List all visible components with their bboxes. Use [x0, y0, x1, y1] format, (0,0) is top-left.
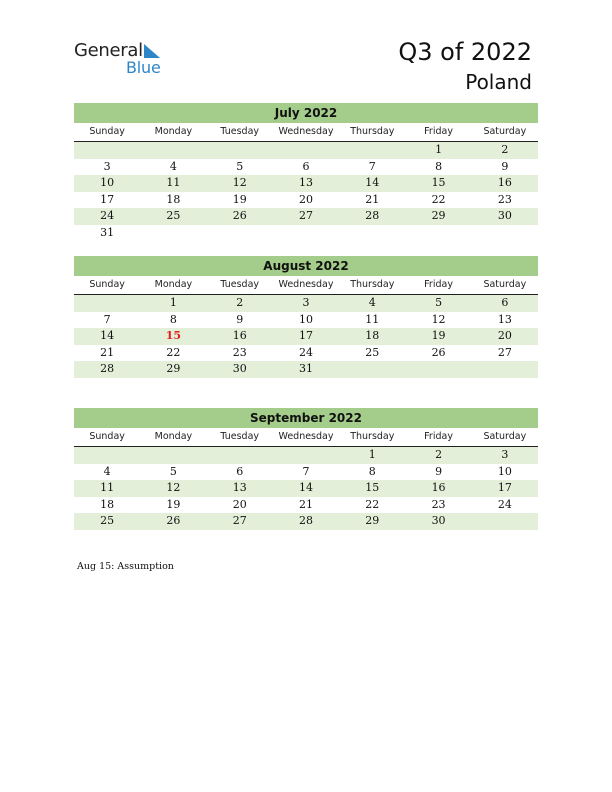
weekday-label: Monday	[154, 279, 193, 290]
weekday-header-row	[74, 428, 538, 447]
day-cell: 15	[431, 176, 446, 189]
day-cell: 28	[365, 209, 380, 222]
weekday-label: Thursday	[350, 126, 395, 137]
holiday-note: Aug 15: Assumption	[77, 561, 174, 572]
weekday-header-row	[74, 276, 538, 295]
weekday-label: Friday	[424, 279, 453, 290]
empty-day-cell	[140, 225, 206, 242]
empty-day-cell	[207, 225, 273, 242]
day-cell: 15	[365, 481, 380, 494]
empty-day-cell	[273, 225, 339, 242]
day-cell: 25	[365, 345, 380, 359]
month-calendar-july	[74, 103, 538, 241]
day-cell: 7	[368, 159, 376, 173]
day-cell: 23	[431, 497, 446, 511]
weekday-label: Sunday	[89, 279, 125, 290]
weekday-label: Thursday	[350, 431, 395, 442]
day-cell: 2	[435, 448, 443, 461]
week-row	[74, 225, 538, 242]
day-cell: 26	[166, 514, 181, 527]
weekday-label: Saturday	[483, 431, 527, 442]
weekday-header-row	[74, 123, 538, 142]
month-calendar-august	[74, 256, 538, 378]
day-cell: 24	[100, 209, 115, 222]
day-cell: 19	[431, 329, 446, 342]
day-cell: 12	[166, 481, 181, 494]
day-cell: 1	[169, 296, 177, 309]
day-cell: 6	[302, 159, 310, 173]
week-row	[74, 513, 538, 530]
empty-day-cell	[140, 142, 206, 159]
month-title: September 2022	[74, 408, 538, 428]
day-cell: 9	[501, 159, 509, 173]
week-row	[74, 345, 538, 362]
day-cell: 1	[368, 448, 376, 461]
weekday-label: Tuesday	[220, 126, 260, 137]
day-cell: 21	[365, 192, 380, 206]
weekday-label: Thursday	[350, 279, 395, 290]
day-cell: 6	[501, 296, 509, 309]
day-cell: 25	[100, 514, 115, 527]
weekday-label: Tuesday	[220, 431, 260, 442]
day-cell: 31	[100, 225, 115, 239]
day-cell: 7	[103, 312, 111, 326]
week-row	[74, 361, 538, 378]
day-cell: 10	[298, 312, 313, 326]
empty-day-cell	[74, 142, 140, 159]
day-cell: 16	[497, 176, 512, 189]
day-cell: 26	[431, 345, 446, 359]
day-cell: 5	[236, 159, 244, 173]
day-cell: 11	[166, 176, 181, 189]
week-row	[74, 175, 538, 192]
day-cell: 17	[100, 192, 115, 206]
day-cell: 11	[100, 481, 115, 494]
weekday-label: Sunday	[89, 431, 125, 442]
day-cell: 20	[232, 497, 247, 511]
week-row	[74, 192, 538, 209]
month-title: July 2022	[74, 103, 538, 123]
empty-day-cell	[405, 225, 471, 242]
week-row	[74, 447, 538, 464]
week-row	[74, 142, 538, 159]
week-row	[74, 295, 538, 312]
day-cell: 14	[365, 176, 380, 189]
weekday-label: Sunday	[89, 126, 125, 137]
logo-text-general: General	[74, 40, 143, 61]
day-cell: 15	[165, 329, 182, 342]
day-cell: 21	[100, 345, 115, 359]
day-cell: 24	[497, 497, 512, 511]
empty-day-cell	[207, 447, 273, 464]
weekday-label: Wednesday	[278, 431, 334, 442]
logo	[74, 40, 174, 80]
month-title: August 2022	[74, 256, 538, 276]
day-cell: 16	[232, 329, 247, 342]
day-cell: 29	[166, 362, 181, 375]
day-cell: 18	[365, 329, 380, 342]
empty-day-cell	[472, 225, 538, 242]
weekday-label: Saturday	[483, 279, 527, 290]
day-cell: 3	[501, 448, 509, 461]
weekday-label: Friday	[424, 431, 453, 442]
day-cell: 22	[166, 345, 181, 359]
day-cell: 11	[365, 312, 380, 326]
empty-day-cell	[339, 142, 405, 159]
empty-day-cell	[140, 447, 206, 464]
week-row	[74, 208, 538, 225]
empty-day-cell	[74, 295, 140, 312]
day-cell: 26	[232, 209, 247, 222]
day-cell: 12	[431, 312, 446, 326]
day-cell: 13	[497, 312, 512, 326]
day-cell: 17	[298, 329, 313, 342]
day-cell: 5	[435, 296, 443, 309]
day-cell: 6	[236, 464, 244, 478]
month-calendar-september	[74, 408, 538, 530]
day-cell: 30	[497, 209, 512, 222]
day-cell: 3	[103, 159, 111, 173]
day-cell: 21	[298, 497, 313, 511]
empty-day-cell	[339, 361, 405, 378]
country-name: Poland	[465, 70, 532, 94]
day-cell: 18	[166, 192, 181, 206]
day-cell: 8	[169, 312, 177, 326]
weekday-label: Friday	[424, 126, 453, 137]
day-cell: 4	[368, 296, 376, 309]
day-cell: 8	[435, 159, 443, 173]
day-cell: 23	[497, 192, 512, 206]
day-cell: 4	[169, 159, 177, 173]
day-cell: 29	[431, 209, 446, 222]
day-cell: 16	[431, 481, 446, 494]
day-cell: 27	[232, 514, 247, 527]
day-cell: 27	[497, 345, 512, 359]
weekday-label: Tuesday	[220, 279, 260, 290]
day-cell: 20	[298, 192, 313, 206]
day-cell: 19	[232, 192, 247, 206]
page-title: Q3 of 2022	[398, 38, 532, 66]
day-cell: 22	[365, 497, 380, 511]
day-cell: 17	[497, 481, 512, 494]
day-cell: 2	[501, 143, 509, 156]
empty-day-cell	[207, 142, 273, 159]
week-row	[74, 159, 538, 176]
day-cell: 24	[298, 345, 313, 359]
day-cell: 14	[298, 481, 313, 494]
empty-day-cell	[339, 225, 405, 242]
day-cell: 22	[431, 192, 446, 206]
logo-text-blue: Blue	[126, 58, 161, 77]
day-cell: 3	[302, 296, 310, 309]
weeks-container	[74, 295, 538, 378]
day-cell: 13	[232, 481, 247, 494]
weekday-label: Wednesday	[278, 126, 334, 137]
empty-day-cell	[273, 142, 339, 159]
day-cell: 28	[100, 362, 115, 375]
day-cell: 10	[100, 176, 115, 189]
empty-day-cell	[273, 447, 339, 464]
day-cell: 13	[298, 176, 313, 189]
day-cell: 27	[298, 209, 313, 222]
day-cell: 29	[365, 514, 380, 527]
empty-day-cell	[472, 361, 538, 378]
day-cell: 23	[232, 345, 247, 359]
day-cell: 2	[236, 296, 244, 309]
day-cell: 14	[100, 329, 115, 342]
day-cell: 30	[431, 514, 446, 527]
day-cell: 12	[232, 176, 247, 189]
day-cell: 4	[103, 464, 111, 478]
weekday-label: Wednesday	[278, 279, 334, 290]
empty-day-cell	[74, 447, 140, 464]
day-cell: 19	[166, 497, 181, 511]
day-cell: 7	[302, 464, 310, 478]
empty-day-cell	[405, 361, 471, 378]
day-cell: 1	[435, 143, 443, 156]
empty-day-cell	[472, 513, 538, 530]
day-cell: 8	[368, 464, 376, 478]
week-row	[74, 480, 538, 497]
day-cell: 31	[298, 362, 313, 375]
week-row	[74, 497, 538, 514]
weeks-container	[74, 142, 538, 241]
weekday-label: Saturday	[483, 126, 527, 137]
day-cell: 25	[166, 209, 181, 222]
day-cell: 9	[435, 464, 443, 478]
day-cell: 28	[298, 514, 313, 527]
day-cell: 20	[497, 329, 512, 342]
week-row	[74, 328, 538, 345]
day-cell: 5	[169, 464, 177, 478]
weeks-container	[74, 447, 538, 530]
week-row	[74, 312, 538, 329]
day-cell: 18	[100, 497, 115, 511]
day-cell: 10	[497, 464, 512, 478]
day-cell: 30	[232, 362, 247, 375]
week-row	[74, 464, 538, 481]
weekday-label: Monday	[154, 431, 193, 442]
day-cell: 9	[236, 312, 244, 326]
weekday-label: Monday	[154, 126, 193, 137]
